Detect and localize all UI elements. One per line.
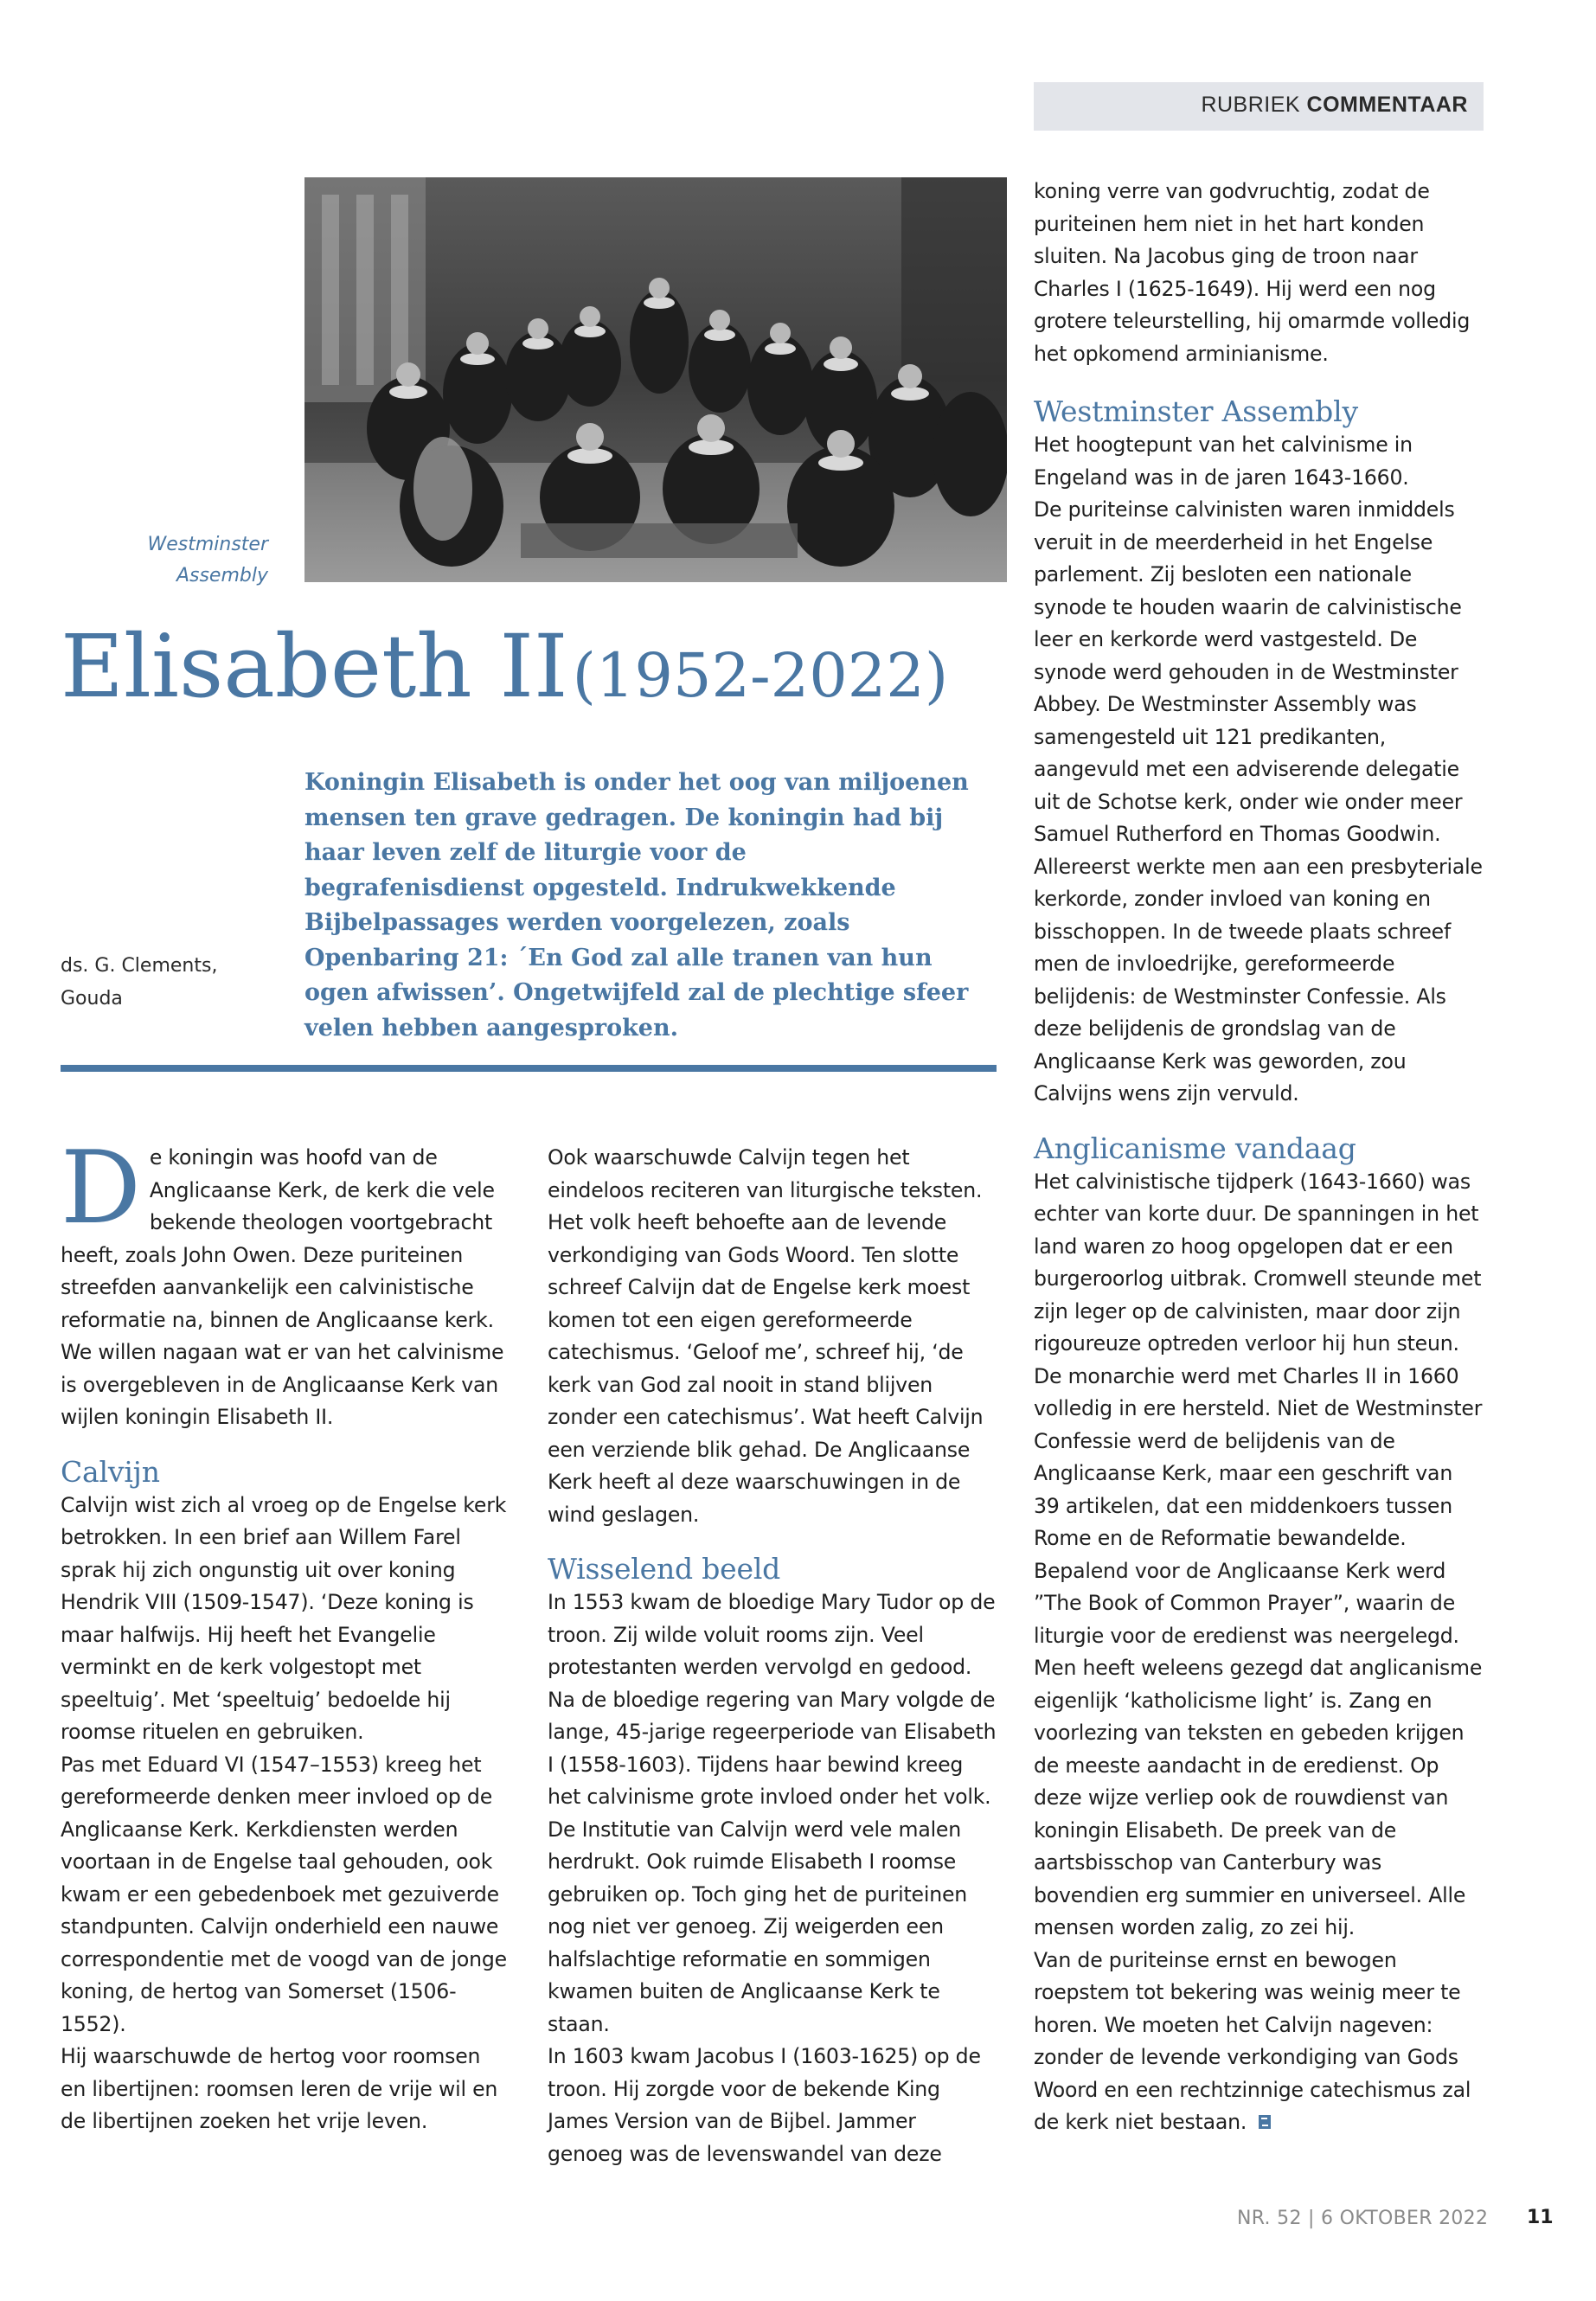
heading-westminster-assembly: Westminster Assembly xyxy=(1034,394,1358,428)
author-name: ds. G. Clements, xyxy=(61,955,218,977)
column-3 xyxy=(1034,176,1484,2139)
intro-text: e koningin was hoofd van de Anglicaanse Kerk, de kerk die vele bekende theologen voortgebracht heeft, zoals John Owen. Deze puriteinen streefden aanvankelijk een calvinistische reformatie na, binnen de Anglicaanse kerk. We willen nagaan wat er van het calvinisme is overgebleven in de Anglicaanse Kerk van wijlen koningin Elisabeth II. xyxy=(61,1145,504,1429)
rubric-header xyxy=(1034,82,1484,131)
paragraph: De puriteinse calvinisten waren inmiddels veruit in de meerderheid in het Engelse parlement. Zij besloten een nationale synode te houden waarin de calvinistische leer en kerkorde werd vastgesteld. De synode werd gehouden in de Westminster Abbey. De Westminster Assembly was samengesteld uit 121 predikanten, aangevuld met een adviserende delegatie uit de Schotse kerk, onder wie onder meer Samuel Rutherford en Thomas Goodwin. Allereerst werkte men aan een presbyteriale kerkorde, zonder invloed van koning en bisschoppen. In de tweede plaats schreef men de invloedrijke, gereformeerde belijdenis: de Westminster Confessie. Als deze belijdenis de grondslag van de Anglicaanse Kerk was geworden, zou Calvijns wens zijn vervuld. xyxy=(1034,497,1483,1106)
rubric-name: COMMENTAAR xyxy=(1306,93,1468,117)
page-number: 11 xyxy=(1527,2207,1554,2228)
heading-anglicanisme-vandaag: Anglicanisme vandaag xyxy=(1034,1131,1356,1165)
photo-caption xyxy=(95,529,268,592)
paragraph: Calvijn wist zich al vroeg op de Engelse kerk betrokken. In een brief aan Willem Farel sprak hij zich ongunstig uit over koning Hendrik VIII (1509-1547). ‘Deze koning is maar halfwijs. Hij heeft het Evangelie verminkt en de kerk volgestopt met speeltuig’. Met ‘speeltuig’ bedoelde hij roomse rituelen en gebruiken. xyxy=(61,1492,507,1744)
title-divider xyxy=(61,1065,997,1072)
closing-text: Van de puriteinse ernst en bewogen roepstem tot bekering was weinig meer te horen. We moeten het Calvijn nageven: zonder de levende verkondiging van Gods Woord en een rechtzinnige catechismus zal de kerk niet bestaan. xyxy=(1034,1947,1471,2134)
intro-paragraph xyxy=(61,1130,510,1434)
paragraph: Hij waarschuwde de hertog voor roomsen en libertijnen: roomsen leren de vrije wil en de libertijnen zoeken het vrije leven. xyxy=(61,2044,498,2133)
caption-line-2: Assembly xyxy=(176,565,268,586)
heading-calvijn: Calvijn xyxy=(61,1454,160,1489)
author-byline xyxy=(61,950,251,1016)
paragraph: In 1553 kwam de bloedige Mary Tudor op de troon. Zij wilde voluit rooms zijn. Veel protestanten werden vervolgd en gedood. Na de bloedige regering van Mary volgde de lange, 45-jarige regeerperiode van Elisabeth I (1558-1603). Tijdens haar bewind kreeg het calvinisme grote invloed onder het volk. De Institutie van Calvijn werd vele malen herdrukt. Ook ruimde Elisabeth I roomse gebruiken op. Toch ging het de puriteinen nog niet ver genoeg. Zij weigerden een halfslachtige reformatie en sommigen kwamen buiten de Anglicaanse Kerk te staan. xyxy=(548,1590,997,2036)
paragraph: Het calvinistische tijdperk (1643-1660) was echter van korte duur. De spanningen in het land waren zo hoog opgelopen dat er een burgeroorlog uitbrak. Cromwell steunde met zijn leger op de calvinisten, maar door zijn rigoureuze optreden verloor hij hun steun. De monarchie werd met Charles II in 1660 volledig in ere hersteld. Niet de Westminster Confessie werd de belijdenis van de Anglicaanse Kerk, maar een geschrift van 39 artikelen, dat een middenkoers tussen Rome en de Reformatie bewandelde. Bepalend voor de Anglicaanse Kerk werd ”The Book of Common Prayer”, waarin de liturgie voor de eredienst was neergelegd. xyxy=(1034,1169,1483,1648)
westminster-assembly-painting xyxy=(304,177,1007,582)
paragraph: Het hoogtepunt van het calvinisme in Engeland was in de jaren 1643-1660. xyxy=(1034,433,1413,490)
title-main: Elisabeth II xyxy=(61,616,568,717)
paragraph: Ook waarschuwde Calvijn tegen het eindeloos reciteren van liturgische teksten. Het volk heeft behoefte aan de levende verkondiging van Gods Woord. Ten slotte schreef Calvijn dat de Engelse kerk moest komen tot een eigen gereformeerde catechismus. ‘Geloof me’, schreef hij, ‘de kerk van God zal nooit in stand blijven zonder een catechismus’. Wat heeft Calvijn een verziende blik gehad. De Anglicaanse Kerk heeft al deze waarschuwingen in de wind geslagen. xyxy=(548,1145,984,1527)
heading-wisselend-beeld: Wisselend beeld xyxy=(548,1552,781,1586)
issue-info: NR. 52 | 6 OKTOBER 2022 xyxy=(1237,2208,1489,2229)
article-title xyxy=(61,616,1021,717)
paragraph: koning verre van godvruchtig, zodat de puriteinen hem niet in het hart konden sluiten. Na Jacobus ging de troon naar Charles I (1625-1649). Hij werd een nog grotere teleurstelling, hij omarmde volledig het opkomend arminianisme. xyxy=(1034,179,1471,366)
paragraph: Men heeft weleens gezegd dat anglicanisme eigenlijk ‘katholicisme light’ is. Zang en voorlezing van teksten en gebeden krijgen de meeste aandacht in de eredienst. Op deze wijze verliep ook de rouwdienst van koningin Elisabeth. De preek van de aartsbisschop van Canterbury was bovendien erg summier en universeel. Alle mensen worden zalig, zo zei hij. xyxy=(1034,1656,1483,1939)
column-2 xyxy=(548,1142,997,2170)
column-1 xyxy=(61,1130,510,2138)
article-lead: Koningin Elisabeth is onder het oog van miljoenen mensen ten grave gedragen. De koningin had bij haar leven zelf de liturgie voor de begrafenisdienst opgesteld. Indrukwekkende Bijbelpassages werden voorgelezen, zoals Openbaring 21: ´En God zal alle tranen van hun ogen afwissen’. Ongetwijfeld zal de plechtige sfeer velen hebben aangesproken. xyxy=(304,769,969,1042)
paragraph: Pas met Eduard VI (1547–1553) kreeg het gereformeerde denken meer invloed op de Anglicaanse Kerk. Kerkdiensten werden voortaan in de Engelse taal gehouden, ook kwam er een gebedenboek met gezuiverde standpunten. Calvijn onderhield een nauwe correspondentie met de voogd van de jonge koning, de hertog van Somerset (1506-1552). xyxy=(61,1752,507,2036)
rubric-text xyxy=(1201,93,1468,118)
closing-paragraph xyxy=(1034,1945,1484,2139)
caption-line-1: Westminster xyxy=(147,534,268,555)
end-of-article-icon xyxy=(1255,2112,1274,2131)
rubric-label: RUBRIEK xyxy=(1201,93,1301,117)
drop-cap: D xyxy=(61,1130,141,1247)
paragraph: In 1603 kwam Jacobus I (1603-1625) op de troon. Hij zorgde voor de bekende King James Version van de Bijbel. Jammer genoeg was de levenswandel van deze xyxy=(548,2044,981,2166)
title-years: (1952-2022) xyxy=(572,640,949,711)
author-location: Gouda xyxy=(61,988,123,1009)
